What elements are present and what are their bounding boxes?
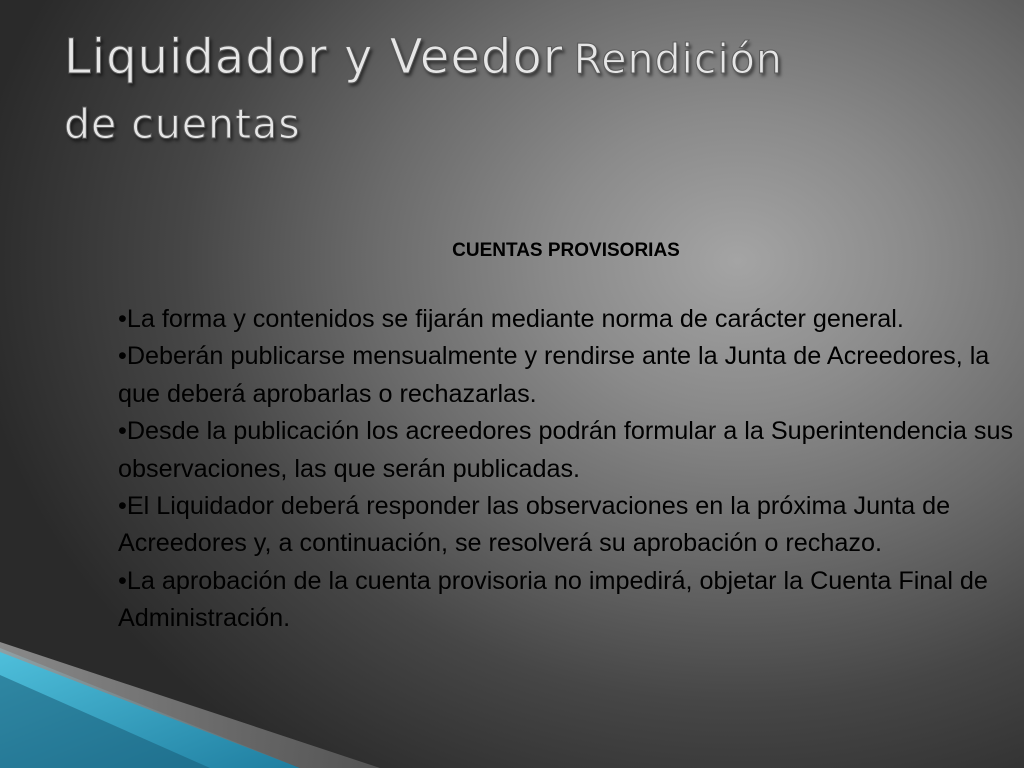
title-suffix: Rendición — [573, 35, 783, 83]
bullet-item: •La aprobación de la cuenta provisoria no impedirá, objetar la Cuenta Final de Administración. — [118, 566, 988, 633]
slide-title — [64, 26, 964, 158]
title-main: Liquidador y Veedor — [64, 29, 564, 85]
bullet-item: •El Liquidador deberá responder las observaciones en la próxima Junta de Acreedores y, a continuación, se resolverá su aprobación o rechazo. — [118, 492, 951, 558]
bullet-list — [118, 301, 1018, 638]
title-line2: de cuentas — [64, 100, 301, 148]
section-heading: CUENTAS PROVISORIAS — [452, 240, 680, 261]
bullet-item: •Desde la publicación los acreedores podrán formular a la Superintendencia sus observaciones, las que serán publicadas. — [118, 417, 1014, 483]
bullet-item: •La forma y contenidos se fijarán mediante norma de carácter general. — [118, 305, 904, 333]
bullet-item: •Deberán publicarse mensualmente y rendirse ante la Junta de Acreedores, la que deberá aprobarlas o rechazarlas. — [118, 342, 990, 408]
